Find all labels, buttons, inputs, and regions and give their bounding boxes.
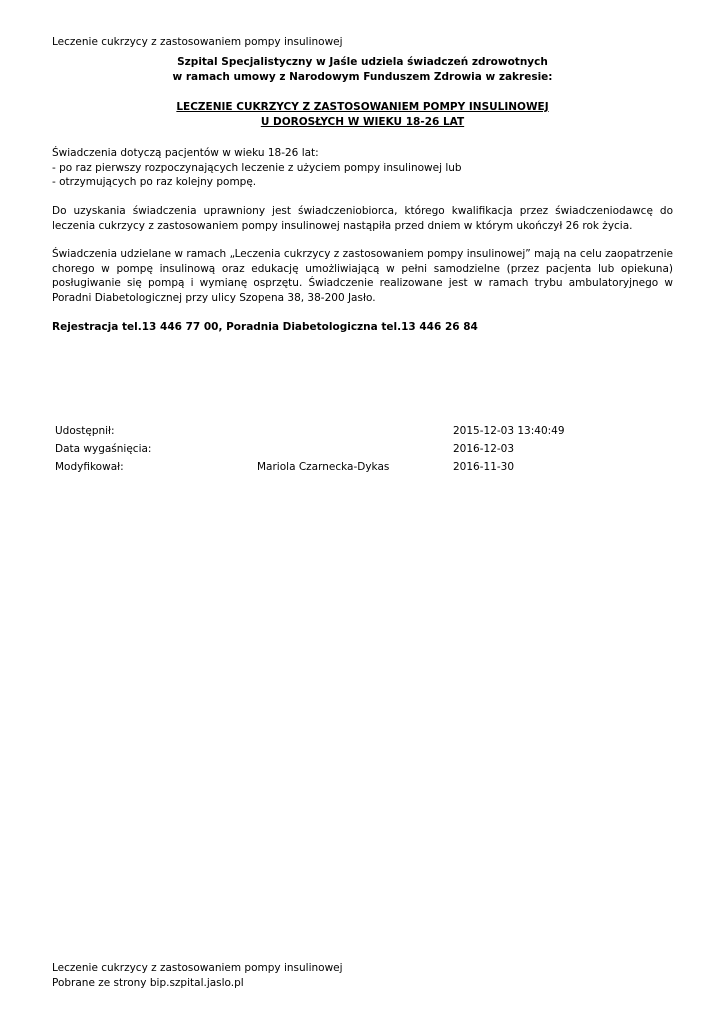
footer-title: Leczenie cukrzycy z zastosowaniem pompy insulinowej	[52, 962, 343, 974]
title-line: U DOROSŁYCH W WIEKU 18-26 LAT	[260, 115, 465, 128]
eligibility-paragraph	[52, 146, 673, 190]
document-title	[52, 100, 673, 129]
metadata-label: Modyfikował:	[55, 461, 124, 473]
metadata-date: 2016-11-30	[453, 461, 515, 473]
footer-source: Pobrane ze strony bip.szpital.jaslo.pl	[52, 976, 244, 989]
metadata-label: Udostępnił:	[55, 425, 115, 437]
intro-block	[52, 55, 673, 84]
intro-line: Szpital Specjalistyczny w Jaśle udziela świadczeń zdrowotnych	[177, 56, 548, 68]
metadata-person: Mariola Czarnecka-Dykas	[257, 461, 390, 473]
intro-line: w ramach umowy z Narodowym Funduszem Zdrowia w zakresie:	[172, 70, 553, 83]
description-paragraph: Świadczenia udzielane w ramach „Leczenia cukrzycy z zastosowaniem pompy insulinowej” mają na celu zaopatrzenie chorego w pompę insulinową oraz edukację umożliwiającą w pełni samodzielne (przez pacjenta lub opiekuna) posługiwanie się pompą i wymianę osprzętu. Świadczenie realizowane jest w ramach trybu ambulatoryjnego w Poradni Diabetologicznej przy ulicy Szopena 38, 38-200 Jasło.	[52, 248, 673, 304]
paragraph-line: - po raz pierwszy rozpoczynających leczenie z użyciem pompy insulinowej lub	[52, 161, 462, 174]
title-line: LECZENIE CUKRZYCY Z ZASTOSOWANIEM POMPY INSULINOWEJ	[176, 101, 549, 113]
metadata-date: 2016-12-03	[453, 443, 515, 455]
metadata-label: Data wygaśnięcia:	[55, 443, 152, 455]
paragraph-line: - otrzymujących po raz kolejny pompę.	[52, 176, 257, 188]
registration-phones: Rejestracja tel.13 446 77 00, Poradnia Diabetologiczna tel.13 446 26 84	[52, 321, 478, 333]
metadata-date: 2015-12-03 13:40:49	[453, 425, 565, 437]
page-header-title: Leczenie cukrzycy z zastosowaniem pompy insulinowej	[52, 36, 343, 48]
qualification-paragraph: Do uzyskania świadczenia uprawniony jest świadczeniobiorca, którego kwalifikacja przez świadczeniodawcę do leczenia cukrzycy z zastosowaniem pompy insulinowej nastąpiła przed dniem w którym ukończył 26 rok życia.	[52, 205, 673, 232]
page-footer	[52, 961, 343, 990]
paragraph-line: Świadczenia dotyczą pacjentów w wieku 18-26 lat:	[52, 147, 319, 159]
